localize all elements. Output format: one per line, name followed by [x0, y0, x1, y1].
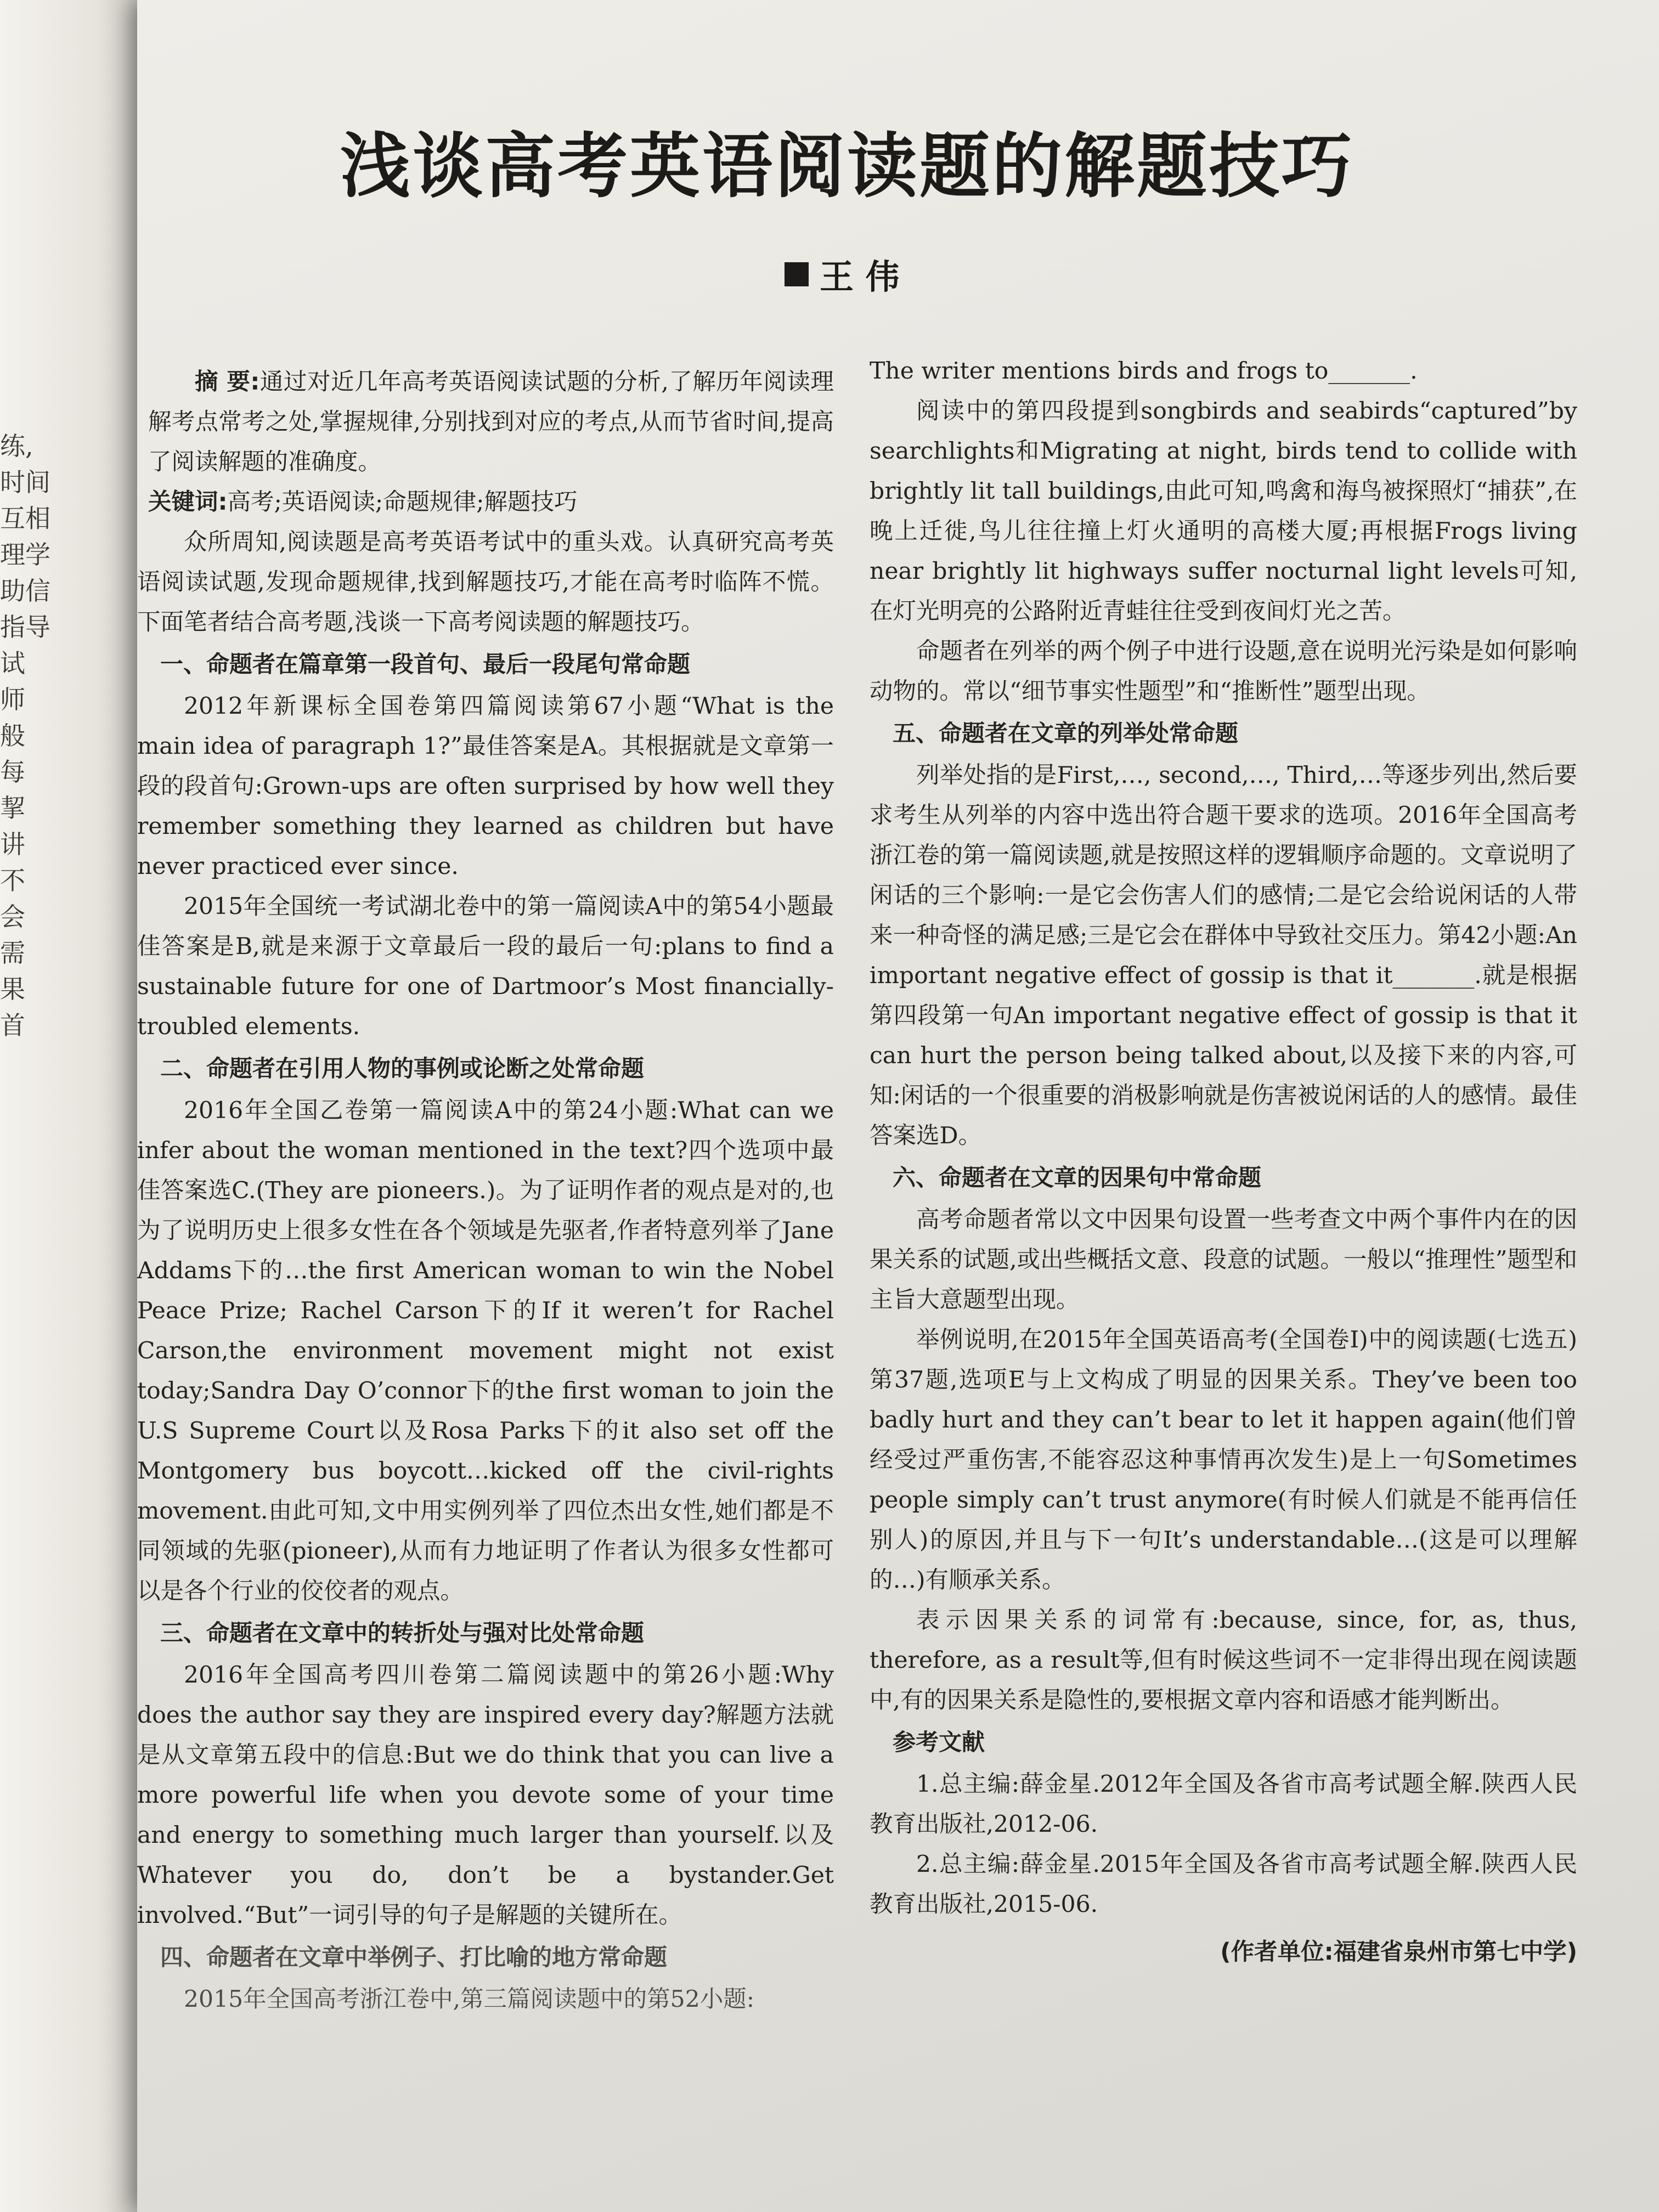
- keywords: [137, 482, 834, 522]
- keywords-label: 关键词:: [148, 489, 228, 516]
- section-4-paragraph: 2015年全国高考浙江卷中,第三篇阅读题中的第52小题:: [184, 1986, 755, 2013]
- strip-line: 试: [0, 648, 25, 678]
- section-1-heading: 一、命题者在篇章第一段首句、最后一段尾句常命题: [160, 651, 691, 678]
- previous-page-text-strip: [0, 428, 50, 1306]
- reference-item: 2.总主编:薛金星.2015年全国及各省市高考试题全解.陕西人民教育出版社,2015-06.: [870, 1851, 1577, 1918]
- section-4-heading: 四、命题者在文章中举例子、打比喻的地方常命题: [160, 1944, 668, 1971]
- magazine-page: [137, 0, 1659, 2212]
- reference-item: 1.总主编:薛金星.2012年全国及各省市高考试题全解.陕西人民教育出版社,2012-06.: [870, 1771, 1577, 1838]
- strip-line: 首: [0, 1011, 25, 1040]
- strip-line: 指导: [0, 612, 50, 642]
- strip-line: 师: [0, 685, 25, 714]
- section-5-paragraph: 列举处指的是First,…, second,…, Third,…等逐步列出,然后要求考生从列举的内容中选出符合题干要求的选项。2016年全国高考浙江卷的第一篇阅读题,就是按照这样的逻辑顺序命题的。文章说明了闲话的三个影响:一是它会伤害人们的感情;二是它会给说闲话的人带来一种奇怪的满足感;三是它会在群体中导致社交压力。第42小题:An important negative effect of gossip is that it_______.就是根据第四段第一句An important negative effect of gossip is that it can hurt the person being talked about,以及接下来的内容,可知:闲话的一个很重要的消极影响就是伤害被说闲话的人的感情。最佳答案选D。: [870, 762, 1577, 1149]
- strip-line: 挈: [0, 793, 25, 823]
- abstract: [137, 362, 834, 482]
- section-6-heading: 六、命题者在文章的因果句中常命题: [893, 1164, 1262, 1191]
- strip-line: 互相: [0, 504, 50, 533]
- section-6-paragraph: 举例说明,在2015年全国英语高考(全国卷I)中的阅读题(七选五)第37题,选项E与上文构成了明显的因果关系。They’ve been too badly hurt and they can’t bear to let it happen again(他们曾经受过严重伤害,不能容忍这种事情再次发生)是上一句Sometimes people simply can’t trust anymore(有时候人们就是不能再信任别人)的原因,并且与下一句It’s understandable…(这是可以理解的…)有顺承关系。: [870, 1327, 1577, 1594]
- strip-line: 般: [0, 721, 25, 751]
- left-column: [137, 362, 834, 2019]
- section-4-question: The writer mentions birds and frogs to_______.: [870, 358, 1418, 385]
- strip-line: 会: [0, 902, 25, 932]
- strip-line: 助信: [0, 576, 50, 606]
- strip-line: 需: [0, 938, 25, 968]
- article-title: 浅谈高考英语阅读题的解题技巧: [340, 126, 1355, 207]
- section-1-paragraph: 2012年新课标全国卷第四篇阅读第67小题“What is the main idea of paragraph 1?”最佳答案是A。其根据就是文章第一段的段首句:Grown-ups are often surprised by how well they remember something they learned as children but have never practiced ever since.: [137, 693, 834, 880]
- section-6-paragraph: 高考命题者常以文中因果句设置一些考查文中两个事件内在的因果关系的试题,或出些概括文意、段意的试题。一般以“推理性”题型和主旨大意题型出现。: [870, 1206, 1577, 1313]
- author-name: 王 伟: [820, 257, 900, 297]
- section-3-heading: 三、命题者在文章中的转折处与强对比处常命题: [160, 1620, 645, 1646]
- strip-line: 每: [0, 757, 25, 787]
- strip-line: 理学: [0, 540, 50, 569]
- section-3-paragraph: 2016年全国高考四川卷第二篇阅读题中的第26小题:Why does the author say they are inspired every day?解题方法就是从文章第五段中的信息:But we do think that you can live a more powerful life when you devote some of your time and energy to something much larger than yourself.以及Whatever you do, don’t be a bystander.Get involved.“But”一词引导的句子是解题的关键所在。: [137, 1662, 834, 1929]
- strip-line: 不: [0, 866, 25, 895]
- keywords-text: 高考;英语阅读;命题规律;解题技巧: [227, 489, 578, 516]
- section-1-paragraph: 2015年全国统一考试湖北卷中的第一篇阅读A中的第54小题最佳答案是B,就是来源于文章最后一段的最后一句:plans to find a sustainable future for one of Dartmoor’s Most financially-troubled elements.: [137, 893, 834, 1040]
- abstract-text: 通过对近几年高考英语阅读试题的分析,了解历年阅读理解考点常考之处,掌握规律,分别找到对应的考点,从而节省时间,提高了阅读解题的准确度。: [148, 369, 834, 476]
- author-affiliation: (作者单位:福建省泉州市第七中学): [1220, 1939, 1577, 1966]
- section-5-heading: 五、命题者在文章的列举处常命题: [893, 720, 1239, 747]
- author-square-icon: [785, 262, 809, 286]
- intro-paragraph: 众所周知,阅读题是高考英语考试中的重头戏。认真研究高考英语阅读试题,发现命题规律,找到解题技巧,才能在高考时临阵不慌。下面笔者结合高考题,浅谈一下高考阅读题的解题技巧。: [137, 529, 834, 636]
- section-4-paragraph: 命题者在列举的两个例子中进行设题,意在说明光污染是如何影响动物的。常以“细节事实性题型”和“推断性”题型出现。: [870, 638, 1577, 705]
- section-6-paragraph: 表示因果关系的词常有:because, since, for, as, thus, therefore, as a result等,但有时候这些词不一定非得出现在阅读题中,有的因果关系是隐性的,要根据文章内容和语感才能判断出。: [870, 1607, 1577, 1714]
- section-4-paragraph: 阅读中的第四段提到songbirds and seabirds“captured”by searchlights和Migrating at night, birds tend to collide with brightly lit tall buildings,由此可知,鸣禽和海鸟被探照灯“捕获”,在晚上迁徙,鸟儿往往撞上灯火通明的高楼大厦;再根据Frogs living near brightly lit highways suffer nocturnal light levels可知,在灯光明亮的公路附近青蛙往往受到夜间灯光之苦。: [870, 398, 1577, 625]
- right-column: [870, 351, 1577, 1972]
- abstract-label: 摘 要:: [195, 369, 260, 396]
- strip-line: 时间: [0, 467, 50, 497]
- strip-line: 讲: [0, 830, 25, 859]
- references-heading: 参考文献: [893, 1729, 985, 1756]
- author-byline: [785, 250, 900, 298]
- strip-line: 练,: [0, 431, 33, 461]
- section-2-paragraph: 2016年全国乙卷第一篇阅读A中的第24小题:What can we infer about the woman mentioned in the text?四个选项中最佳答案选C.(They are pioneers.)。为了证明作者的观点是对的,也为了说明历史上很多女性在各个领域是先驱者,作者特意列举了Jane Addams下的…the first American woman to win the Nobel Peace Prize; Rachel Carson下的If it weren’t for Rachel Carson,the environment movement might not exist today;Sandra Day O’connor下的the first woman to join the U.S Supreme Court以及Rosa Parks下的it also set off the Montgomery bus boycott…kicked off the civil-rights movement.由此可知,文中用实例列举了四位杰出女性,她们都是不同领域的先驱(pioneer),从而有力地证明了作者认为很多女性都可以是各个行业的佼佼者的观点。: [137, 1097, 834, 1605]
- strip-line: 果: [0, 974, 25, 1004]
- section-2-heading: 二、命题者在引用人物的事例或论断之处常命题: [160, 1055, 645, 1082]
